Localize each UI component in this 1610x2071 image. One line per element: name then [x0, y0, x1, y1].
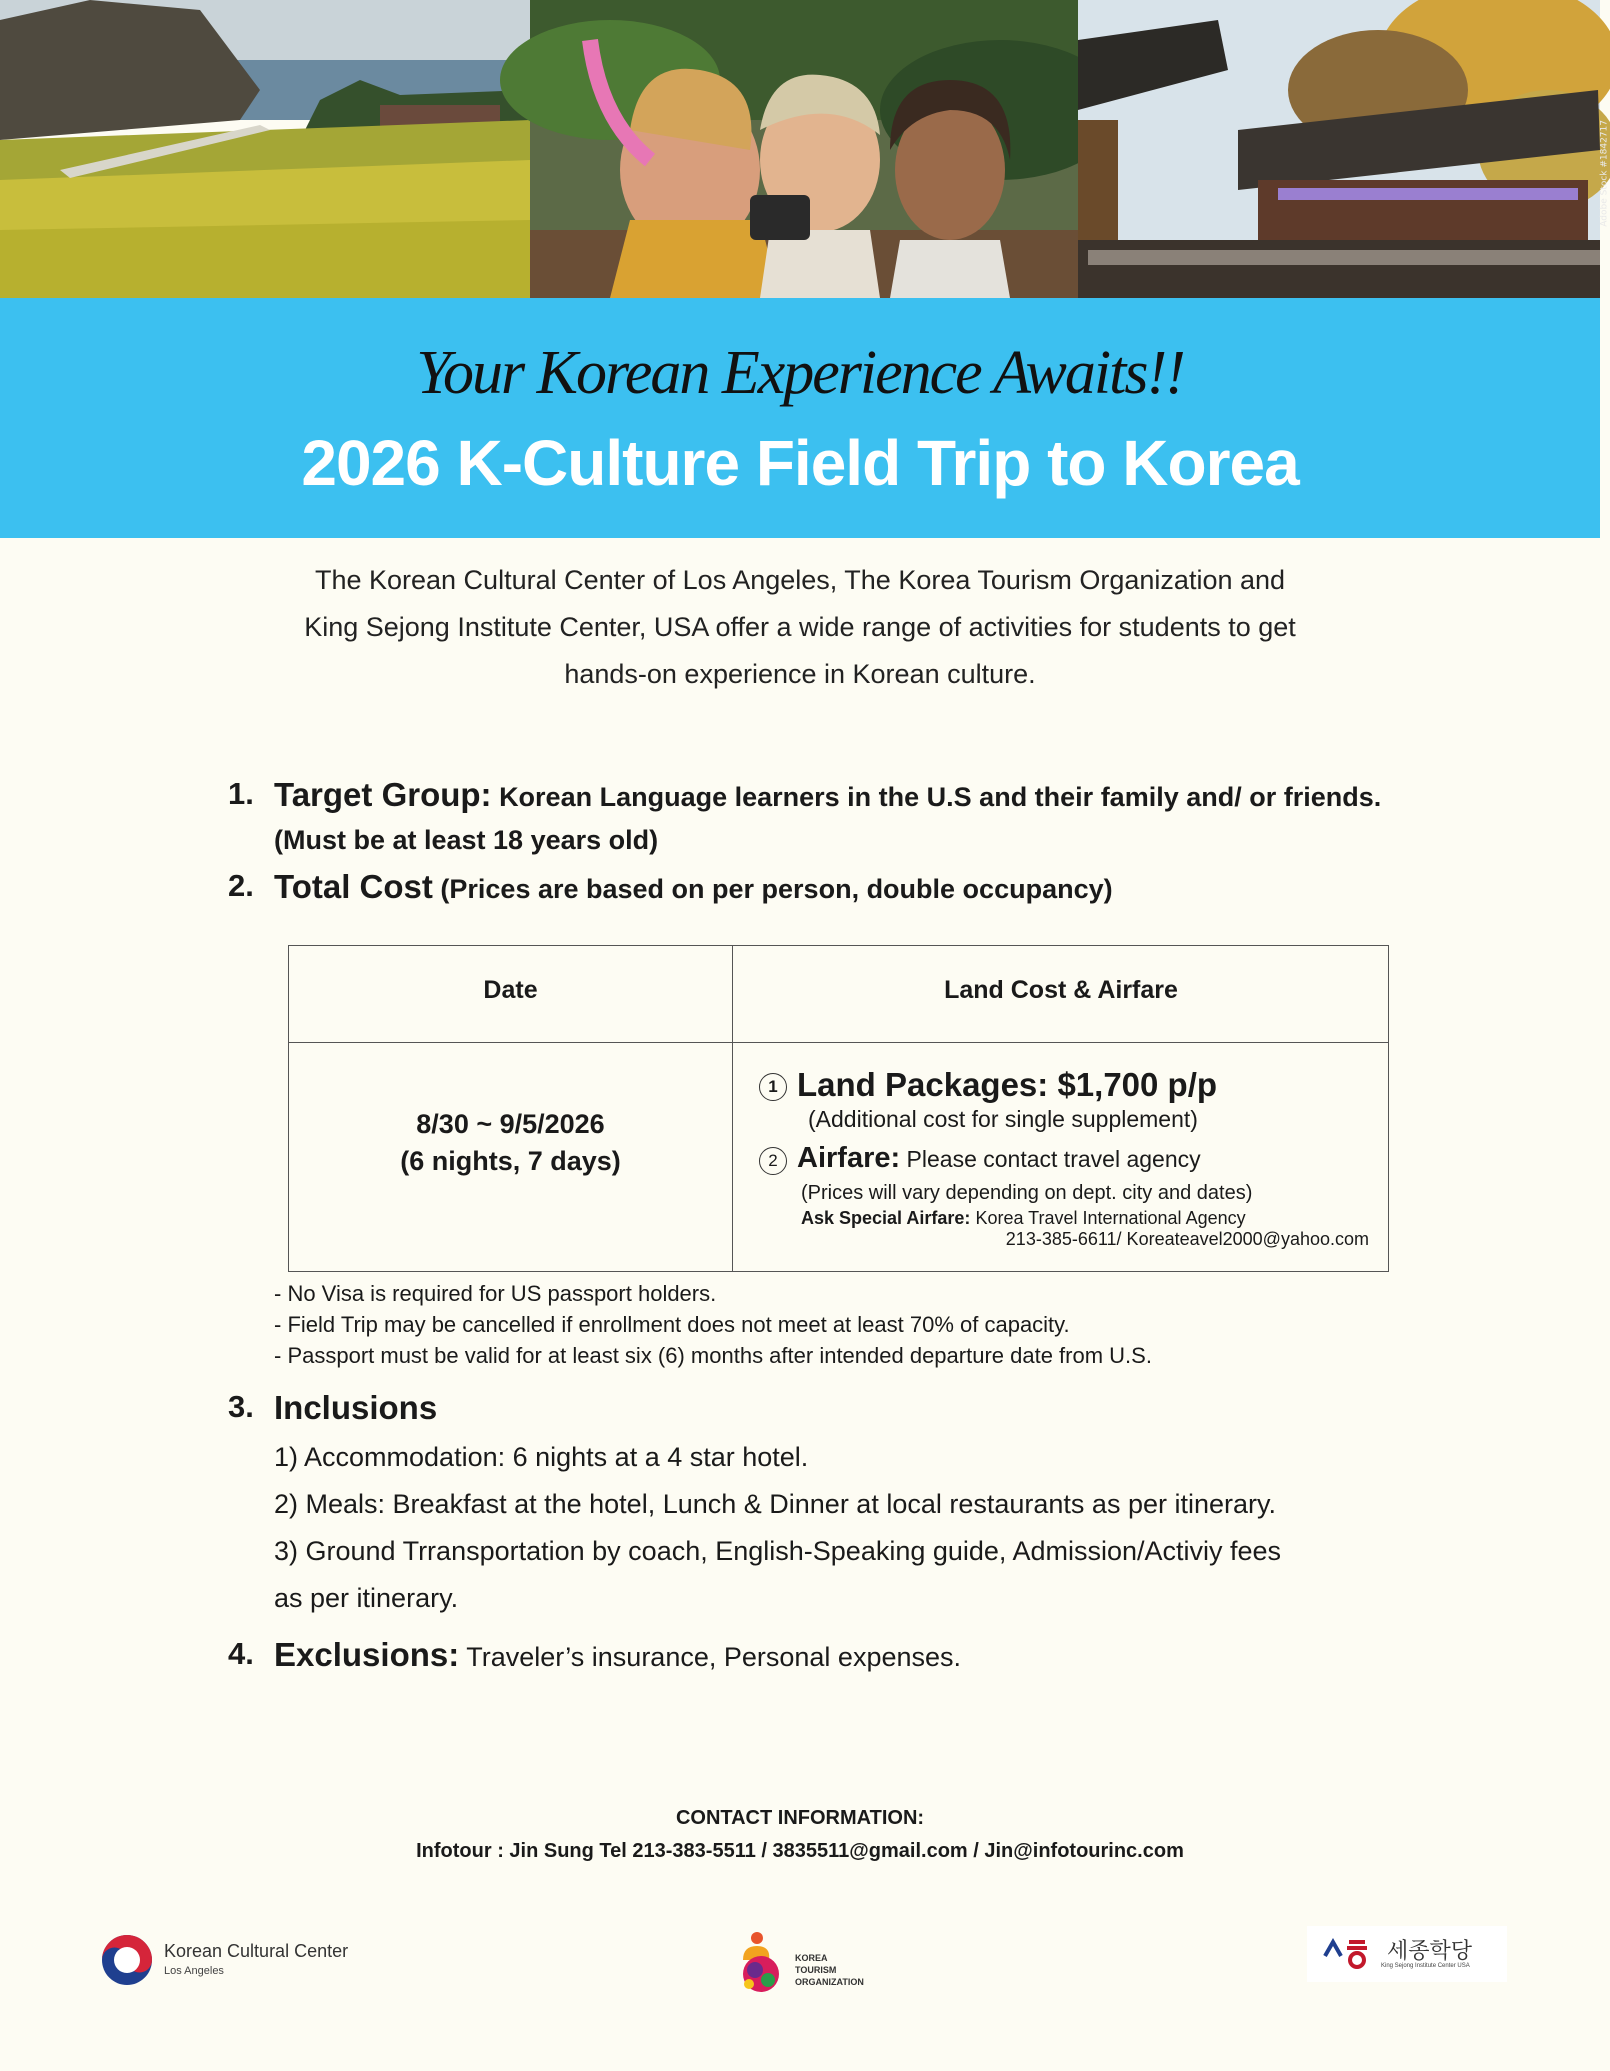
note-item: - No Visa is required for US passport holders. [274, 1281, 717, 1306]
section-number: 4. [228, 1636, 254, 1671]
single-supplement-note: (Additional cost for single supplement) [808, 1106, 1198, 1132]
notes-list [274, 1278, 1152, 1371]
contact-heading: CONTACT INFORMATION: [675, 1807, 925, 1829]
trip-dates: 8/30 ~ 9/5/2026 [416, 1109, 605, 1139]
kto-mark-icon [735, 1930, 791, 2000]
inclusion-item: 1) Accommodation: 6 nights at a 4 star hotel. [274, 1442, 809, 1472]
inclusion-item: 3) Ground Trransportation by coach, English-Speaking guide, Admission/Activiy fees [274, 1536, 1282, 1566]
tagline: Your Korean Experience Awaits!! [416, 339, 1184, 407]
trip-date-cell [289, 1106, 732, 1180]
intro-line: King Sejong Institute Center, USA offer a wide range of activities for students to get [304, 612, 1296, 642]
kcc-name: Korean Cultural Center [164, 1941, 349, 1961]
table-divider [289, 1042, 1388, 1043]
section-heading: Total Cost [274, 868, 433, 905]
coastal-field-photo [0, 0, 530, 298]
note-item: - Field Trip may be cancelled if enrollment does not meet at least 70% of capacity. [274, 1312, 1070, 1337]
airfare-text: Please contact travel agency [906, 1146, 1201, 1172]
special-airfare-label: Ask Special Airfare: [801, 1208, 971, 1228]
airfare-note: (Prices will vary depending on dept. city and dates) [801, 1182, 1253, 1204]
land-package-price: Land Packages: $1,700 p/p [797, 1066, 1218, 1103]
intro-line: hands-on experience in Korean culture. [564, 659, 1036, 689]
page-title: 2026 K-Culture Field Trip to Korea [301, 427, 1299, 499]
section-text: (Prices are based on per person, double occupancy) [440, 874, 1113, 904]
special-airfare [801, 1208, 1246, 1229]
kcc-location: Los Angeles [164, 1965, 224, 1977]
section-number: 1. [228, 776, 254, 811]
table-header-date: Date [483, 976, 538, 1004]
trip-duration: (6 nights, 7 days) [400, 1146, 621, 1176]
section-number: 3. [228, 1389, 254, 1424]
land-package [759, 1066, 1217, 1104]
section-heading: Inclusions [274, 1389, 438, 1426]
section-text: Korean Language learners in the U.S and their family and/ or friends. [499, 782, 1382, 812]
contact-details: Infotour : Jin Sung Tel 213-383-5511 / 3835511@gmail.com / Jin@infotourinc.com [416, 1840, 1184, 1862]
korea-tourism-logo [735, 1930, 895, 2010]
section-number: 2. [228, 868, 254, 903]
korean-cultural-center-logo [100, 1933, 400, 1993]
korean-temple-photo [1078, 0, 1610, 298]
sejong-mark-icon [1319, 1934, 1379, 1974]
inclusion-item: 2) Meals: Breakfast at the hotel, Lunch & Dinner at local restaurants as per itinerary. [274, 1489, 1276, 1519]
photo-credit: Adobe Stock #1842717 [1600, 120, 1610, 227]
taegeuk-icon [100, 1933, 154, 1987]
section-heading: Exclusions: [274, 1636, 460, 1673]
agency-name: Korea Travel International Agency [975, 1208, 1246, 1228]
section-heading: Target Group: [274, 776, 492, 813]
title-banner [0, 298, 1600, 538]
photo-strip [0, 0, 1610, 298]
agency-contact: 213-385-6611/ Koreateavel2000@yahoo.com [1005, 1229, 1369, 1249]
section-text: Traveler’s insurance, Personal expenses. [466, 1642, 962, 1672]
table-header-cost: Land Cost & Airfare [944, 976, 1178, 1004]
airfare [759, 1142, 1201, 1175]
circled-number: 2 [759, 1147, 787, 1175]
airfare-label: Airfare: [797, 1142, 901, 1174]
ksi-korean-name: 세종학당 [1387, 1939, 1473, 1964]
circled-number: 1 [759, 1073, 787, 1101]
students-selfie-photo [530, 0, 1078, 298]
age-requirement: (Must be at least 18 years old) [274, 825, 659, 855]
cost-table [288, 945, 1389, 1272]
intro-line: The Korean Cultural Center of Los Angeles, The Korea Tourism Organization and [314, 565, 1286, 595]
king-sejong-institute-logo [1307, 1926, 1507, 1982]
ksi-english-name: King Sejong Institute Center USA [1381, 1963, 1470, 1969]
note-item: - Passport must be valid for at least six (6) months after intended departure date from U.S. [274, 1343, 1152, 1368]
kto-wordmark: KOREA TOURISM ORGANIZATION [795, 1953, 864, 1987]
inclusion-item: as per itinerary. [274, 1583, 459, 1613]
intro-paragraph [200, 557, 1400, 698]
